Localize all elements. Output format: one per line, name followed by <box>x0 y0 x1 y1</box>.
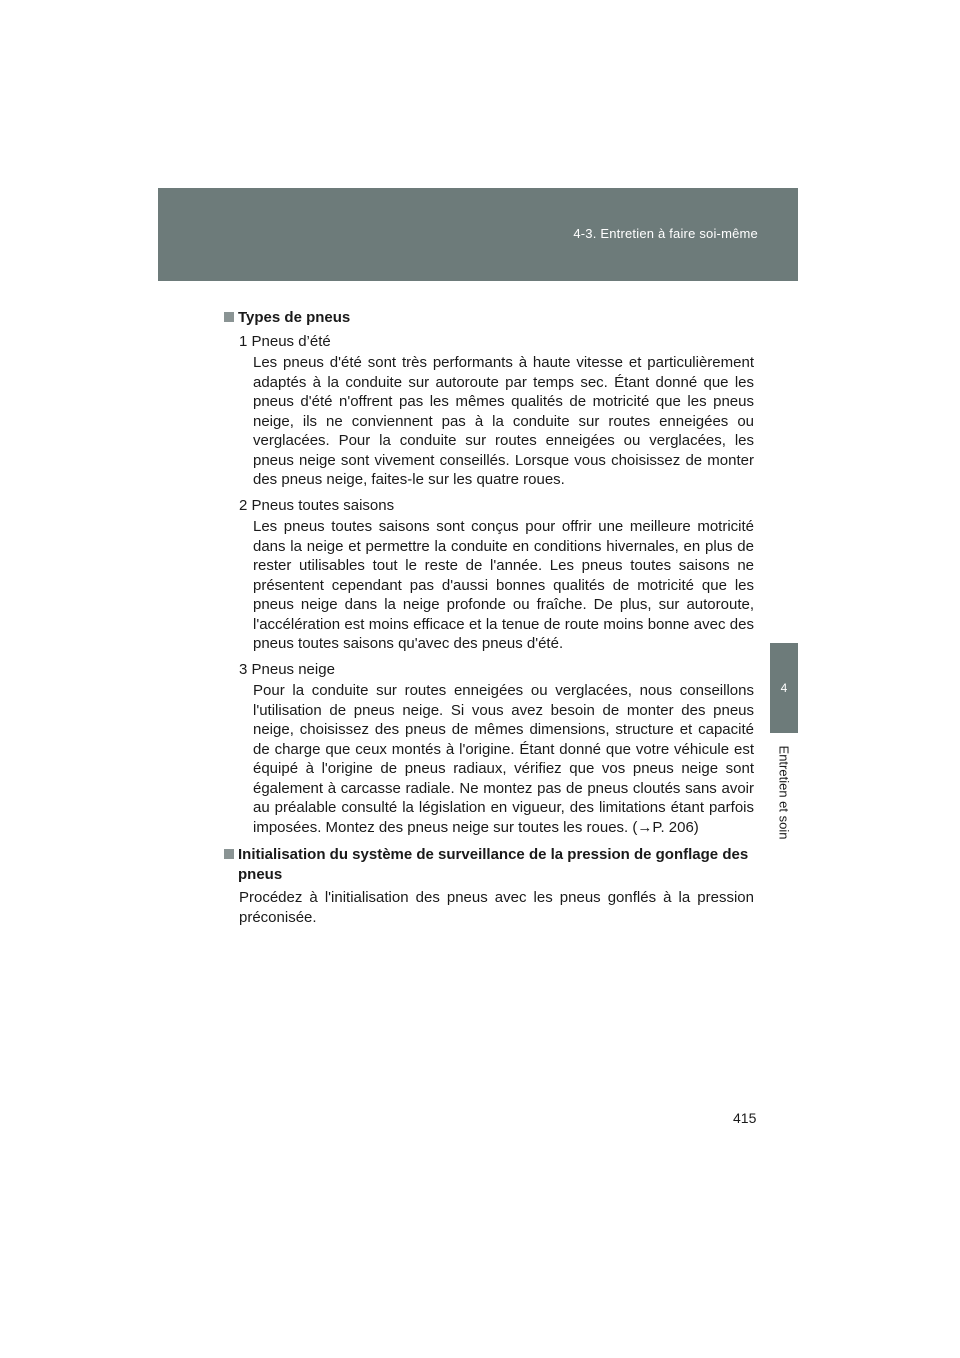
square-bullet-icon <box>224 849 234 859</box>
page-content <box>224 308 754 927</box>
section-body: Procédez à l'initialisation des pneus avec les pneus gonflés à la pression préconisée. <box>239 889 754 926</box>
chapter-label: Entretien et soin <box>776 745 792 840</box>
page-number: 415 <box>733 1110 757 1126</box>
item-body-summer: Les pneus d'été sont très performants à haute vitesse et particulièrement adaptés à la conduite sur autoroute par temps sec. Étant donné que les pneus d'été n'offrent pas les mêmes qualités de motricité que les pneus neige, ils ne conviennent pas à la conduite sur routes enneigées ou verglacées. Pour la conduite sur routes enneigées ou verglacées, les pneus neige sont vivement conseillés. Lorsque vous choisissez de monter des pneus neige, faites-le sur les quatre roues. <box>253 354 754 488</box>
section-heading <box>224 845 754 884</box>
item-title-all-season: 2 Pneus toutes saisons <box>239 496 395 514</box>
section-tire-types <box>224 308 754 837</box>
chapter-label-area <box>770 733 798 843</box>
section-heading-text: Types de pneus <box>238 309 351 326</box>
item-body-all-season: Les pneus toutes saisons sont conçus pour offrir une meilleure motricité dans la neige et permettre la conduite en conditions hivernales, en plus de rester utilisables tout le reste de l'année. Les pneus toutes saisons ne présentent cependant pas d'aussi bonnes qualités de motricité que les pneus neige dans la neige profonde ou fraîche. De plus, sur autoroute, l'accélération est moins efficace et la tenue de route moins bonne avec des pneus toutes saisons qu'avec des pneus d'été. <box>253 518 754 652</box>
chapter-header-band <box>158 188 798 281</box>
item-title-summer: 1 Pneus d’été <box>239 332 331 350</box>
section-heading <box>224 308 754 328</box>
section-heading-text: Initialisation du système de surveillance de la pression de gonflage des pneus <box>238 846 749 883</box>
section-tpms-initialization <box>224 845 754 927</box>
item-body-snow: Pour la conduite sur routes enneigées ou verglacées, nous conseillons l'utilisation de pneus neige. Si vous avez besoin de monter des pneus neige, choisissez des pneus de mêmes dimensions, structure et capacité de charge que ceux montés à l'origine. Étant donné que votre véhicule est équipé à l'origine de pneus radiaux, vérifiez que vos pneus neige sont également à carcasse radiale. Ne montez pas de pneus cloutés sans avoir au préalable consulté la législation en vigueur, des limitations étant parfois imposées. Montez des pneus neige sur toutes les roues. (→P. 206) <box>253 682 754 836</box>
square-bullet-icon <box>224 312 234 322</box>
item-title-snow: 3 Pneus neige <box>239 660 335 678</box>
chapter-number: 4 <box>780 681 788 695</box>
section-breadcrumb: 4-3. Entretien à faire soi-même <box>573 226 758 241</box>
chapter-tab <box>770 643 798 733</box>
